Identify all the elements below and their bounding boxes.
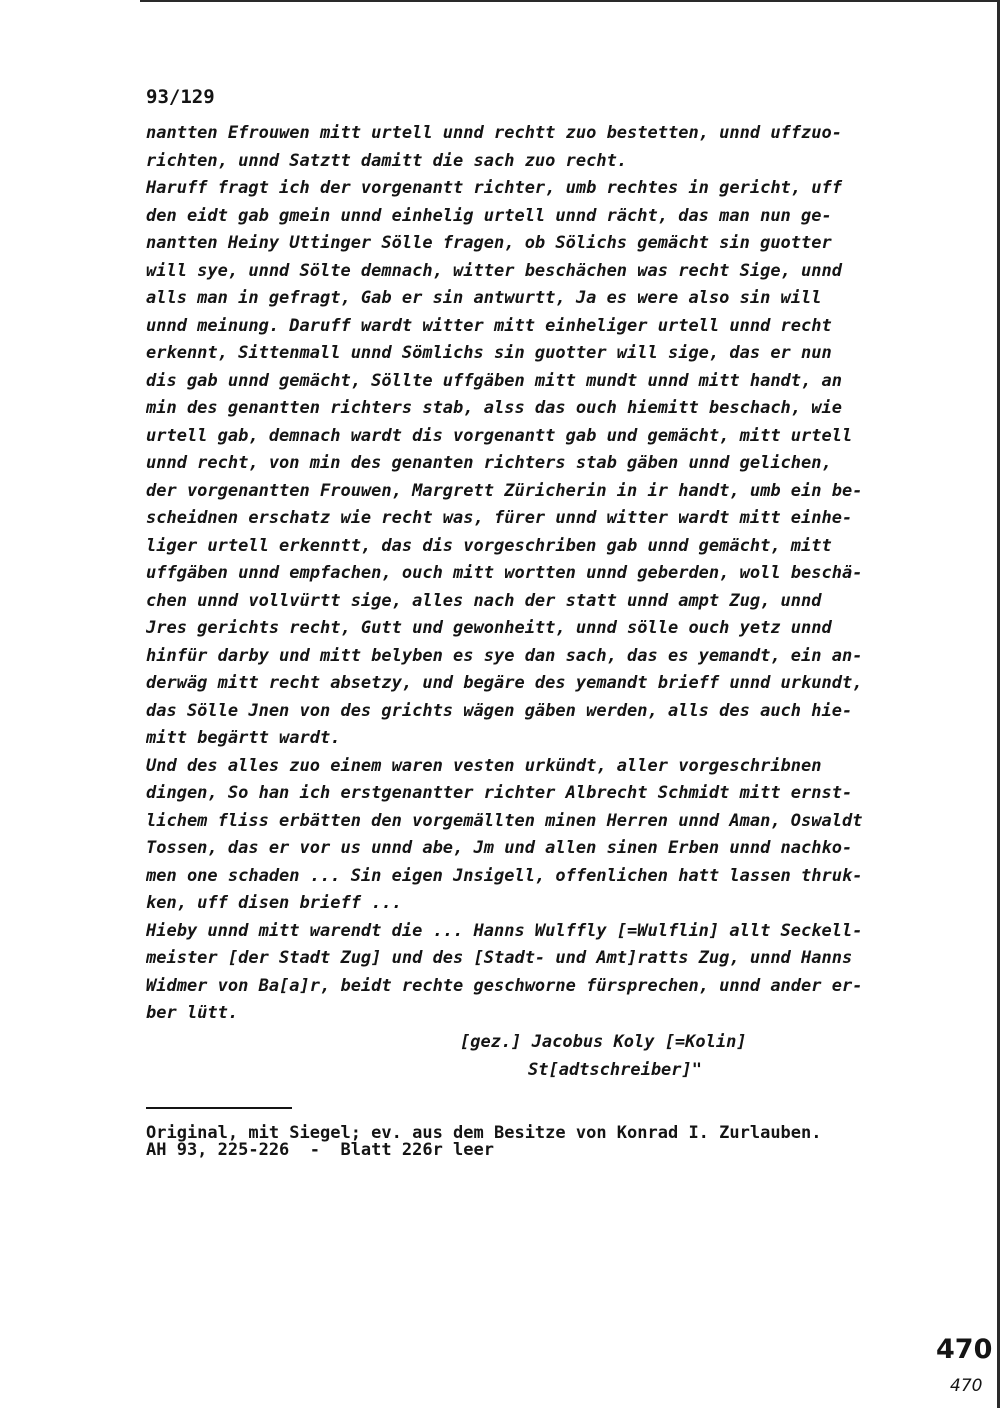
handwritten-page-number-small: 470 [950, 1376, 983, 1396]
text-line: liger urtell erkenntt, das dis vorgeschriben gab unnd gemächt, mitt [146, 535, 832, 556]
text-line: richten, unnd Satztt damitt die sach zuo recht. [146, 150, 628, 171]
page-number: 93/129 [146, 86, 215, 108]
text-line: Und des alles zuo einem waren vesten urkündt, aller vorgeschribnen [146, 755, 822, 776]
text-line: erkennt, Sittenmall unnd Sömlichs sin guotter will sige, das er nun [146, 343, 832, 363]
text-line: dingen, So han ich erstgenantter richter Albrecht Schmidt mitt ernst- [146, 783, 853, 803]
handwritten-page-number: 470 [936, 1334, 993, 1365]
document-body [146, 120, 906, 1028]
footnote-line-1: Original, mit Siegel; ev. aus dem Besitze von Konrad I. Zurlauben. [146, 1123, 822, 1143]
signature-line-2: St[adtschreiber]" [528, 1060, 702, 1080]
scan-top-edge [140, 0, 1000, 2]
text-line: Hieby unnd mitt warendt die ... Hanns Wulffly [=Wulflin] allt Seckell- [146, 920, 863, 941]
text-line: Tossen, das er vor us unnd abe, Jm und allen sinen Erben unnd nachko- [146, 838, 853, 858]
text-line: das Sölle Jnen von des grichts wägen gäben werden, alls des auch hie- [146, 700, 853, 721]
text-line: min des genantten richters stab, alss das ouch hiemitt beschach, wie [146, 398, 842, 418]
text-line: der vorgenantten Frouwen, Margrett Züricherin in ir handt, umb ein be- [146, 480, 863, 501]
text-line: lichem fliss erbätten den vorgemällten minen Herren unnd Aman, Oswaldt [146, 810, 863, 831]
text-line: Haruff fragt ich der vorgenantt richter, umb rechtes in gericht, uff [146, 178, 842, 198]
text-line: mitt begärtt wardt. [146, 728, 341, 748]
text-line: ken, uff disen brieff ... [146, 893, 402, 913]
text-line: urtell gab, demnach wardt dis vorgenantt gab und gemächt, mitt urtell [146, 425, 853, 446]
text-line: nantten Efrouwen mitt urtell unnd rechtt zuo bestetten, unnd uffzuo- [146, 123, 842, 143]
text-line: unnd meinung. Daruff wardt witter mitt einheliger urtell unnd recht [146, 315, 832, 336]
footnote-line-2: AH 93, 225-226 - Blatt 226r leer [146, 1140, 494, 1160]
text-line: meister [der Stadt Zug] und des [Stadt- und Amt]ratts Zug, unnd Hanns [146, 948, 853, 968]
text-line: will sye, unnd Sölte demnach, witter beschächen was recht Sige, unnd [146, 260, 842, 281]
text-line: Widmer von Ba[a]r, beidt rechte geschworne fürsprechen, unnd ander er- [146, 975, 863, 996]
text-line: chen unnd vollvürtt sige, alles nach der statt unnd ampt Zug, unnd [146, 590, 822, 611]
signature-line-1: [gez.] Jacobus Koly [=Kolin] [460, 1032, 747, 1052]
footnote-rule [146, 1107, 292, 1109]
text-line: scheidnen erschatz wie recht was, fürer unnd witter wardt mitt einhe- [146, 508, 853, 528]
text-line: alls man in gefragt, Gab er sin antwurtt, Ja es were also sin will [146, 288, 822, 308]
text-line: Jres gerichts recht, Gutt und gewonheitt, unnd sölle ouch yetz unnd [146, 618, 832, 638]
text-line: ber lütt. [146, 1003, 239, 1023]
text-line: nantten Heiny Uttinger Sölle fragen, ob Sölichs gemächt sin guotter [146, 233, 832, 253]
text-line: uffgäben unnd empfachen, ouch mitt wortten unnd geberden, woll beschä- [146, 563, 863, 583]
text-line: den eidt gab gmein unnd einhelig urtell unnd rächt, das man nun ge- [146, 205, 832, 226]
text-line: men one schaden ... Sin eigen Jnsigell, offenlichen hatt lassen thruk- [146, 865, 863, 886]
text-line: unnd recht, von min des genanten richters stab gäben unnd gelichen, [146, 453, 832, 473]
text-line: hinfür darby und mitt belyben es sye dan sach, das es yemandt, ein an- [146, 645, 863, 666]
text-line: dis gab unnd gemächt, Söllte uffgäben mitt mundt unnd mitt handt, an [146, 370, 842, 391]
text-line: derwäg mitt recht absetzy, und begäre des yemandt brieff unnd urkundt, [146, 673, 863, 693]
